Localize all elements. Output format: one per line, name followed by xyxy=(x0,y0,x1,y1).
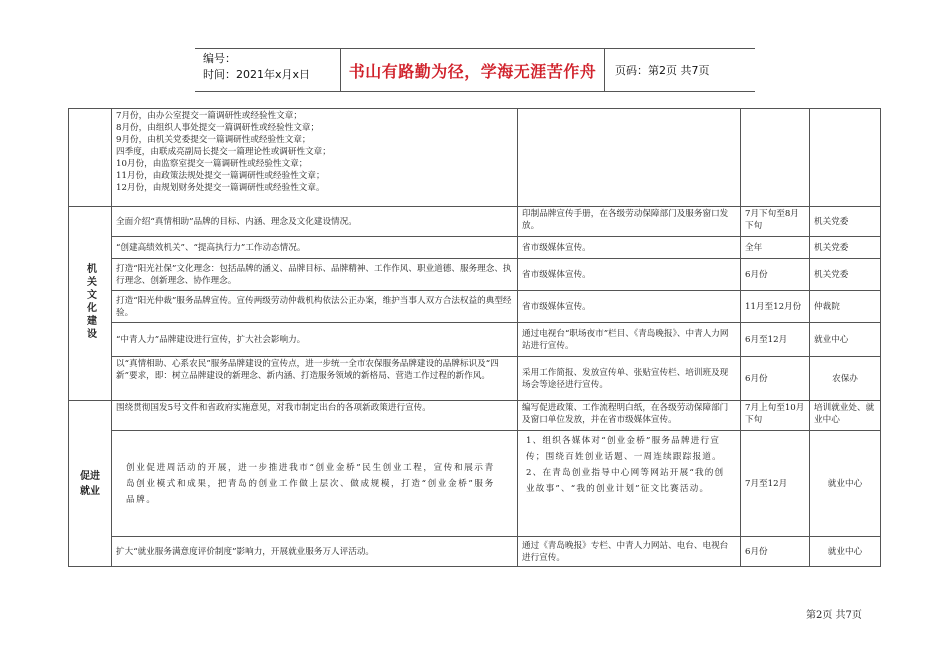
cell-dept: 机关党委 xyxy=(810,259,881,291)
cell-content: 打造“阳光仲裁”服务品牌宣传。宣传两级劳动仲裁机构依法公正办案，维护当事人双方合法权益的典型经验。 xyxy=(112,291,518,323)
cell-dept: 就业中心 xyxy=(810,431,881,537)
category-cell: 机关文化建设 xyxy=(69,207,112,401)
cell-method: 省市级媒体宣传。 xyxy=(518,237,741,259)
cell-dept: 仲裁院 xyxy=(810,291,881,323)
cell-time: 11月至12月份 xyxy=(741,291,810,323)
cell-empty xyxy=(518,109,741,207)
cell-empty xyxy=(810,109,881,207)
cell-time: 7月上旬至10月下旬 xyxy=(741,401,810,431)
category-cell: 促进就业 xyxy=(69,401,112,567)
table-row xyxy=(69,357,881,401)
cell-method: 通过《青岛晚报》专栏、中青人力网站、电台、电视台进行宣传。 xyxy=(518,537,741,567)
cell-dept: 农保办 xyxy=(810,357,881,401)
cell-method: 省市级媒体宣传。 xyxy=(518,291,741,323)
cell-content: 打造“阳光社保”文化理念：包括品牌的涵义、品牌目标、品牌精神、工作作风、职业道德、服务理念、执行理念、创新理念、协作理念。 xyxy=(112,259,518,291)
cell-time: 7月至12月 xyxy=(741,431,810,537)
table-row xyxy=(69,537,881,567)
cell-time: 7月下旬至8月下旬 xyxy=(741,207,810,237)
table-row xyxy=(69,207,881,237)
cell-content: 以“真情相助、心系农民”服务品牌建设的宣传点，进一步统一全市农保服务品牌建设的品牌标识及“四新”要求，即：树立品牌建设的新理念、新内涵、打造服务领域的新格局、营造工作过程的新作风。 xyxy=(112,357,518,401)
plan-table xyxy=(68,108,881,567)
number-label: 编号： xyxy=(203,52,236,65)
page-label: 页码：第2页 共7页 xyxy=(615,64,710,77)
page-header xyxy=(195,48,755,92)
cell-dept: 培训就业处、就业中心 xyxy=(810,401,881,431)
cell-content: 围绕贯彻国发5号文件和省政府实施意见，对我市制定出台的各项新政策进行宣传。 xyxy=(112,401,518,431)
cell-content: “中青人力”品牌建设进行宣传，扩大社会影响力。 xyxy=(112,323,518,357)
cell-time: 6月份 xyxy=(741,259,810,291)
table-row xyxy=(69,237,881,259)
plan-table-wrapper xyxy=(68,108,880,567)
slogan: 书山有路勤为径，学海无涯苦作舟 xyxy=(341,49,605,91)
cell-dept: 机关党委 xyxy=(810,207,881,237)
cell-dept: 就业中心 xyxy=(810,323,881,357)
cell-time: 6月份 xyxy=(741,537,810,567)
table-row xyxy=(69,109,881,207)
table-row xyxy=(69,291,881,323)
cell-time: 6月份 xyxy=(741,357,810,401)
cell-dept: 机关党委 xyxy=(810,237,881,259)
cell-method: 通过电视台“职场夜市”栏目、《青岛晚报》、中青人力网站进行宣传。 xyxy=(518,323,741,357)
cell-method: 省市级媒体宣传。 xyxy=(518,259,741,291)
cell-content: 扩大“就业服务满意度评价制度”影响力，开展就业服务万人评活动。 xyxy=(112,537,518,567)
cell-content: 创业促进周活动的开展，进一步推进我市“创业金桥”民生创业工程，宣传和展示青岛创业模式和成果，把青岛的创业工作做上层次、做成规模，打造“创业金桥”服务品牌。 xyxy=(112,431,518,537)
cell-content: “创建高绩效机关”、“提高执行力”工作动态情况。 xyxy=(112,237,518,259)
cell-method: 印制品牌宣传手册，在各级劳动保障部门及服务窗口发放。 xyxy=(518,207,741,237)
time-label: 时间：2021年x月x日 xyxy=(203,68,311,81)
cell-article-schedule: 7月份，由办公室提交一篇调研性或经验性文章； 8月份，由组织人事处提交一篇调研性或经验性文章； 9月份，由机关党委提交一篇调研性或经验性文章； 四季度，由联成亮副局长提交一篇理论性或调研性文章； 10月份，由监察室提交一篇调研性或经验性文章； 11月份，由政策法规处提交一篇调研性或经验性文章； 12月份，由规划财务处提交一篇调研性或经验性文章。 xyxy=(112,109,518,207)
cell-empty xyxy=(69,109,112,207)
cell-time: 全年 xyxy=(741,237,810,259)
cell-dept: 就业中心 xyxy=(810,537,881,567)
cell-content: 全面介绍“真情相助”品牌的目标、内涵、理念及文化建设情况。 xyxy=(112,207,518,237)
table-row xyxy=(69,323,881,357)
cell-method: 采用工作简报、发放宣传单、张贴宣传栏、培训班及现场会等途径进行宣传。 xyxy=(518,357,741,401)
cell-method: 1、组织各媒体对“创业金桥”服务品牌进行宣传；围绕百姓创业话题、一周连续跟踪报道。2、在青岛创业指导中心网等网站开展“我的创业故事”、“我的创业计划”征文比赛活动。 xyxy=(518,431,741,537)
table-row xyxy=(69,259,881,291)
page-footer: 第2页 共7页 xyxy=(806,610,862,621)
header-meta xyxy=(195,49,341,91)
cell-method: 编写促进政策、工作流程明白纸，在各级劳动保障部门及窗口单位发放，并在省市级媒体宣传。 xyxy=(518,401,741,431)
table-row xyxy=(69,431,881,537)
cell-time: 6月至12月 xyxy=(741,323,810,357)
cell-empty xyxy=(741,109,810,207)
table-row xyxy=(69,401,881,431)
